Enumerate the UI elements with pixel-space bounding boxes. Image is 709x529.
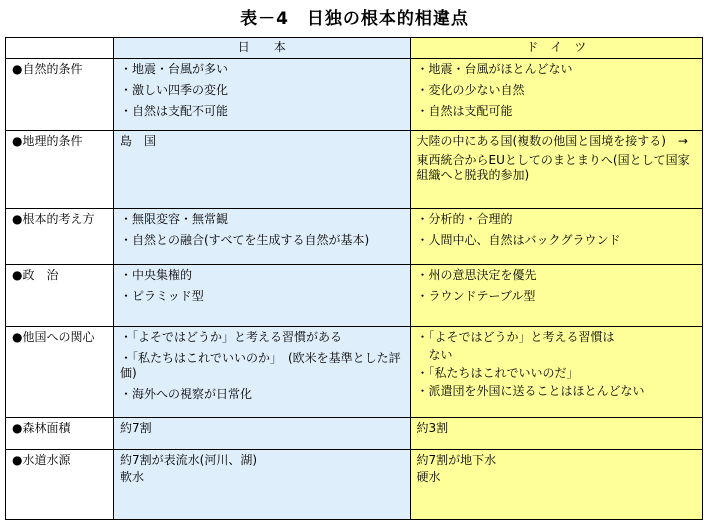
list-item: 島 国: [120, 134, 157, 148]
table-row: [6, 327, 703, 418]
table-row: [6, 265, 703, 327]
japan-cell: [114, 131, 411, 209]
list-item: ・地震・台風が多い: [120, 62, 229, 76]
list-item: ・派遣団を外国に送ることはほとんどない: [416, 384, 645, 398]
list-item: ・変化の少ない自然: [416, 83, 525, 97]
table-row: [6, 450, 703, 520]
list-item: 東西統合からEUとしてのまとまりへ(国として国家組織へと脱我的参加): [416, 153, 690, 182]
japan-cell: [114, 265, 411, 327]
header-row: [6, 38, 703, 59]
row-label-interest-in-other-countries: ●他国への関心: [12, 330, 95, 344]
table-row: [6, 418, 703, 450]
header-japan: 日 本: [114, 38, 411, 59]
list-item: ・自然との融合(すべてを生成する自然が基本): [120, 233, 370, 247]
list-item: 約7割が表流水(河川、湖): [120, 453, 257, 467]
list-item: 大陸の中にある国(複数の他国と国境を接する) →: [416, 134, 688, 148]
list-item: 約7割が地下水: [416, 453, 497, 467]
germany-cell: [410, 59, 702, 131]
header-empty-cell: [6, 38, 114, 59]
list-item: ・激しい四季の変化: [120, 83, 229, 97]
list-item: ・自然は支配不可能: [120, 104, 229, 118]
list-item: ・海外への視察が日常化: [120, 387, 253, 401]
comparison-table: [5, 37, 703, 520]
row-label-politics: ●政 治: [12, 268, 59, 282]
list-item: ・中央集権的: [120, 268, 193, 282]
row-label-geographic-conditions: ●地理的条件: [12, 134, 83, 148]
list-item: ・「よそではどうか」と考える習慣がある: [120, 330, 343, 344]
japan-cell: [114, 209, 411, 265]
row-label-fundamental-thinking: ●根本的考え方: [12, 212, 95, 226]
row-label-water-source: ●水道水源: [12, 453, 71, 467]
germany-cell: [410, 131, 702, 209]
list-item: ・「よそではどうか」と考える習慣は: [416, 330, 615, 344]
list-item: ない: [416, 348, 453, 362]
japan-cell: [114, 418, 411, 450]
list-item: ・「私たちはこれでいいのか」 (欧米を基準とした評価): [120, 351, 401, 380]
list-item: 硬水: [416, 470, 441, 484]
germany-cell: [410, 265, 702, 327]
table-row: [6, 209, 703, 265]
table-title: 表－4 日独の根本的相違点: [240, 9, 469, 29]
list-item: ・無限変容・無常観: [120, 212, 229, 226]
list-item: ・人間中心、自然はバックグラウンド: [416, 233, 621, 247]
row-label-forest-area: ●森林面積: [12, 421, 71, 435]
row-label-natural-conditions: ●自然的条件: [12, 62, 83, 76]
list-item: ・州の意思決定を優先: [416, 268, 537, 282]
list-item: 約3割: [416, 421, 449, 435]
table-row: [6, 131, 703, 209]
japan-cell: [114, 327, 411, 418]
japan-cell: [114, 450, 411, 520]
japan-cell: [114, 59, 411, 131]
list-item: ・地震・台風がほとんどない: [416, 62, 573, 76]
list-item: ・ピラミッド型: [120, 289, 204, 303]
germany-cell: [410, 418, 702, 450]
list-item: ・分析的・合理的: [416, 212, 513, 226]
list-item: ・自然は支配可能: [416, 104, 513, 118]
germany-cell: [410, 209, 702, 265]
list-item: ・ラウンドテーブル型: [416, 289, 536, 303]
table-row: [6, 59, 703, 131]
list-item: 軟水: [120, 470, 145, 484]
header-germany: ド イ ツ: [410, 38, 702, 59]
germany-cell: [410, 450, 702, 520]
list-item: 約7割: [120, 421, 152, 435]
germany-cell: [410, 327, 702, 418]
list-item: ・「私たちはこれでいいのだ」: [416, 366, 579, 380]
